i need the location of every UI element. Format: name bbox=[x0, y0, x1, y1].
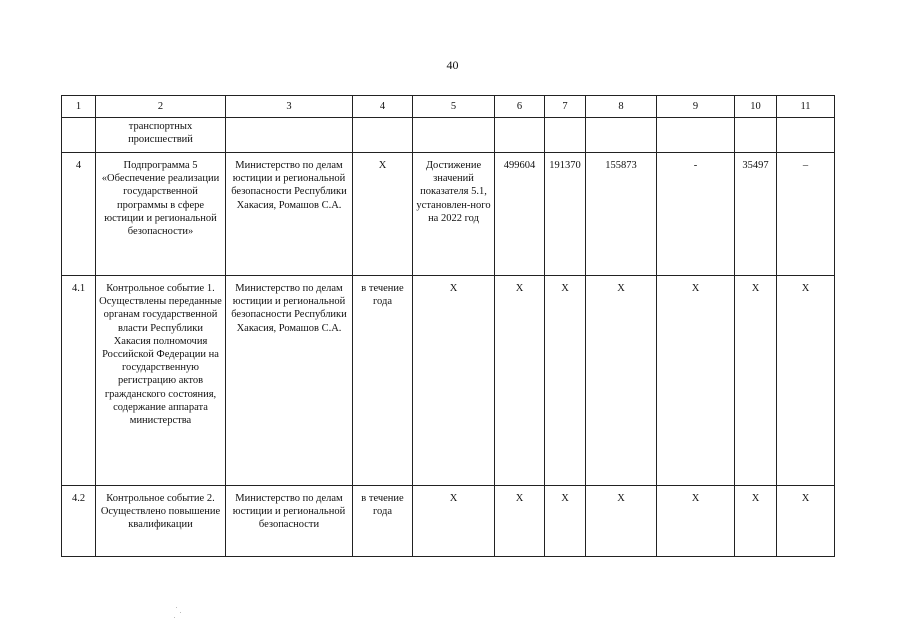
header-cell: 8 bbox=[586, 96, 657, 118]
value-cell: Х bbox=[545, 276, 586, 486]
row-number: 4.1 bbox=[62, 276, 96, 486]
deadline bbox=[353, 118, 413, 153]
value-cell: Х bbox=[657, 486, 735, 557]
event-name: Подпрограмма 5 «Обеспечение реализации государственной программы в сфере юстиции и региональной безопасности» bbox=[96, 153, 226, 276]
header-cell: 3 bbox=[226, 96, 353, 118]
value-cell bbox=[657, 118, 735, 153]
header-cell: 6 bbox=[495, 96, 545, 118]
scan-speck bbox=[176, 607, 177, 608]
responsible: Министерство по делам юстиции и региональной безопасности bbox=[226, 486, 353, 557]
scan-speck bbox=[180, 612, 181, 613]
value-cell: Х bbox=[735, 276, 777, 486]
value-cell: Х bbox=[495, 276, 545, 486]
table-row bbox=[62, 153, 835, 276]
header-cell: 7 bbox=[545, 96, 586, 118]
value-cell bbox=[495, 118, 545, 153]
responsible: Министерство по делам юстиции и региональной безопасности Республики Хакасия, Ромашов С.А. bbox=[226, 276, 353, 486]
responsible: Министерство по делам юстиции и региональной безопасности Республики Хакасия, Ромашов С.А. bbox=[226, 153, 353, 276]
result: Х bbox=[413, 486, 495, 557]
value-cell: 499604 bbox=[495, 153, 545, 276]
value-cell: 155873 bbox=[586, 153, 657, 276]
value-cell bbox=[735, 118, 777, 153]
result bbox=[413, 118, 495, 153]
value-cell: 35497 bbox=[735, 153, 777, 276]
value-cell: Х bbox=[657, 276, 735, 486]
table-row bbox=[62, 118, 835, 153]
header-cell: 9 bbox=[657, 96, 735, 118]
row-number bbox=[62, 118, 96, 153]
value-cell: Х bbox=[586, 276, 657, 486]
row-number: 4 bbox=[62, 153, 96, 276]
header-cell: 1 bbox=[62, 96, 96, 118]
value-cell: - bbox=[657, 153, 735, 276]
value-cell: 191370 bbox=[545, 153, 586, 276]
deadline: в течение года bbox=[353, 276, 413, 486]
value-cell: Х bbox=[735, 486, 777, 557]
table-row bbox=[62, 276, 835, 486]
deadline: Х bbox=[353, 153, 413, 276]
event-name: транспортных происшествий bbox=[96, 118, 226, 153]
value-cell bbox=[586, 118, 657, 153]
result: Достижение значений показателя 5.1, установлен-ного на 2022 год bbox=[413, 153, 495, 276]
header-cell: 5 bbox=[413, 96, 495, 118]
page-number: 40 bbox=[446, 58, 459, 72]
event-name: Контрольное событие 1. Осуществлены переданные органам государственной власти Республики Хакасия полномочия Российской Федерации на государственную регистрацию актов гражданского состояния, содержание аппарата министерства bbox=[96, 276, 226, 486]
value-cell: – bbox=[777, 153, 835, 276]
header-row bbox=[62, 96, 835, 118]
value-cell bbox=[545, 118, 586, 153]
header-cell: 4 bbox=[353, 96, 413, 118]
value-cell: Х bbox=[586, 486, 657, 557]
responsible bbox=[226, 118, 353, 153]
value-cell bbox=[777, 118, 835, 153]
value-cell: Х bbox=[777, 486, 835, 557]
value-cell: Х bbox=[777, 276, 835, 486]
header-cell: 11 bbox=[777, 96, 835, 118]
value-cell: Х bbox=[495, 486, 545, 557]
result: Х bbox=[413, 276, 495, 486]
header-cell: 10 bbox=[735, 96, 777, 118]
row-number: 4.2 bbox=[62, 486, 96, 557]
table-row bbox=[62, 486, 835, 557]
header-cell: 2 bbox=[96, 96, 226, 118]
value-cell: Х bbox=[545, 486, 586, 557]
event-name: Контрольное событие 2. Осуществлено повышение квалификации bbox=[96, 486, 226, 557]
scan-speck bbox=[174, 617, 175, 618]
program-table bbox=[61, 95, 835, 557]
deadline: в течение года bbox=[353, 486, 413, 557]
